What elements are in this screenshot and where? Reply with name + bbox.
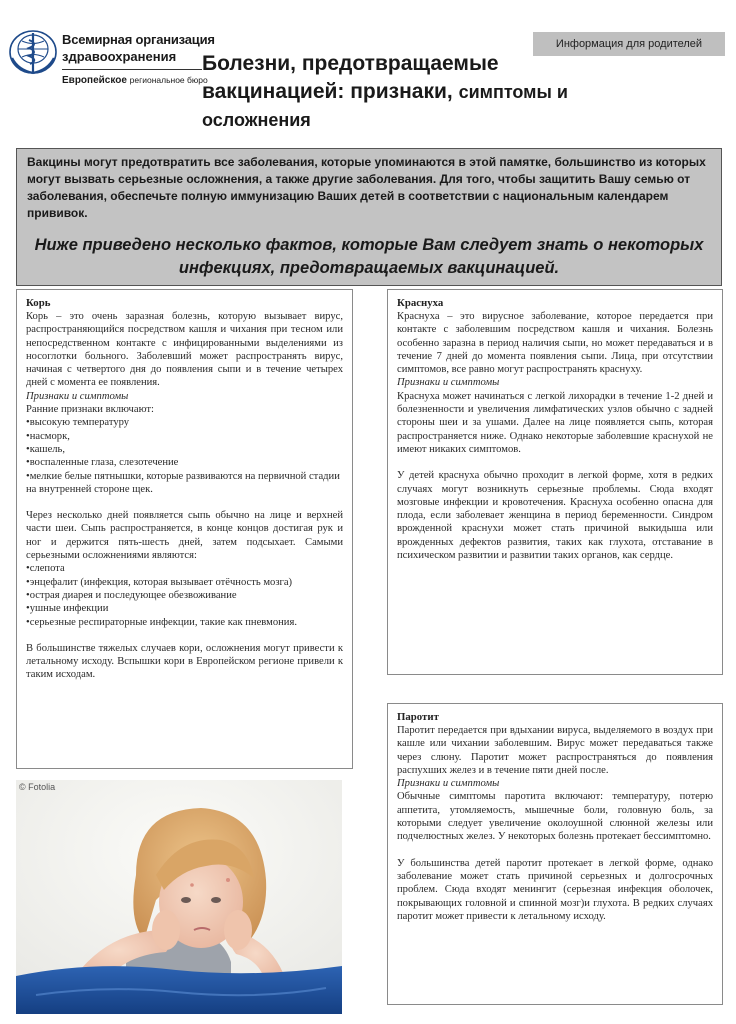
rubella-section (387, 289, 723, 675)
photo-credit: © Fotolia (19, 782, 56, 792)
list-item: • кашель, (26, 443, 343, 456)
measles-title: Корь (26, 297, 51, 309)
list-item: • воспаленные глаза, слезотечение (26, 456, 343, 469)
mumps-section (387, 703, 723, 1005)
org-name-line1: Всемирная организация (62, 32, 215, 47)
list-item: • мелкие белые пятнышки, которые развиваются на первичной стадии на внутренней стороне щек. (26, 470, 343, 497)
measles-outcome: В большинстве тяжелых случаев кори, осложнения могут привести к летальному исходу. Вспышки кори в Европейском регионе привели к таким исходам. (26, 642, 343, 681)
logo-divider (62, 69, 202, 70)
org-office: региональное бюро (129, 75, 208, 85)
sick-child-photo (16, 780, 342, 1014)
measles-signs-heading: Признаки и симптомы (26, 390, 129, 402)
rubella-body: Краснуха – это вирусное заболевание, которое передается при контакте с заболевшим посредством кашля и чихания. Болезнь особенно заразна в период наличия сыпи, но может передаваться и в течение 7 дней до момента появления сыпи. Лица, при отсутствии симптомов, все равно могут распространять краснуху. (397, 311, 713, 376)
intro-text: Вакцины могут предотвратить все заболевания, которые упоминаются в этой памятке, большинство из которых могут вызвать серьезные осложнения, а также другие заболевания. Для того, чтобы защитить Вашу семью от заболевания, обеспечьте полную иммунизацию Ваших детей в соответствии с национальным календарем прививок. (27, 155, 706, 220)
measles-complications (26, 562, 343, 628)
rubella-title: Краснуха (397, 297, 444, 309)
who-emblem-icon (8, 28, 58, 76)
mumps-title: Паротит (397, 711, 439, 723)
child-illustration (16, 780, 342, 1014)
list-item: • насморк, (26, 430, 343, 443)
rubella-signs: Краснуха может начинаться с легкой лихорадки в течение 1-2 дней и болезненности и увеличения лимфатических узлов обычно с задней стороны шеи и за ушами. Далее на лице появляется сыпь, которая распространяется ниже. Однако некоторые заболевшие краснухой не имеют никаких симптомов. (397, 390, 713, 455)
title-main: Болезни, предотвращаемые вакцинацией: признаки, (202, 52, 499, 103)
rubella-children: У детей краснуха обычно проходит в легкой форме, хотя в редких случаях могут возникнуть серьезные проблемы. Сюда входят мозговые инфекции и кровотечения. Краснуха особенно опасна для плода, если заболевает женщина в период беременности. Синдром врожденной краснухи может стать причиной выкидыша или врожденных дефектов развития, таких как глухота, отставание в психическом развитии и развитии таких органов, как сердце. (397, 470, 713, 562)
intro-headline: Ниже приведено несколько фактов, которые Вам следует знать о некоторых инфекциях, предотвращаемых вакцинацией. (34, 236, 704, 277)
intro-box (16, 148, 722, 286)
list-item: • ушные инфекции (26, 602, 343, 615)
list-item: • серьезные респираторные инфекции, такие как пневмония. (26, 616, 343, 629)
org-name-line2: здравоохранения (62, 49, 177, 64)
mumps-children: У большинства детей паротит протекает в легкой форме, однако заболевание может стать причиной серьезных и долгосрочных проблем. Сюда входят менингит (серьезная инфекция оболочек, покрывающих головной и спинной мозг)и глухота. В редких случаях паротит может привести к летальному исходу. (397, 857, 713, 922)
org-region-name: Европейское (62, 75, 127, 86)
measles-early-signs: Ранние признаки включают: (26, 404, 154, 416)
list-item: • высокую температуру (26, 416, 343, 429)
mumps-signs-heading: Признаки и симптомы (397, 778, 500, 790)
list-item: • слепота (26, 562, 343, 575)
title-end: осложнения (202, 110, 311, 130)
audience-tag: Информация для родителей (533, 32, 725, 56)
page-title (202, 50, 622, 134)
measles-rash: Через несколько дней появляется сыпь обычно на лице и верхней части шеи. Сыпь распространяется, в конце концов достигая рук и ног и держится пять-шесть дней, затем подсыхает. Самыми серьезными осложнениями являются: (26, 510, 343, 562)
title-small: симптомы и (458, 82, 568, 102)
mumps-signs: Обычные симптомы паротита включают: температуру, потерю аппетита, утомляемость, мышечные боли, головную боль, за которыми следует увеличение околоушной слюнной железы или подчелюстных желез. У некоторых болезнь протекает бессимптомно. (397, 791, 713, 843)
list-item: • энцефалит (инфекция, которая вызывает отёчность мозга) (26, 576, 343, 589)
measles-section (16, 289, 353, 769)
org-region (62, 75, 208, 86)
rubella-signs-heading: Признаки и симптомы (397, 377, 500, 389)
measles-early-list (26, 416, 343, 496)
list-item: • острая диарея и последующее обезвоживание (26, 589, 343, 602)
mumps-body: Паротит передается при вдыхании вируса, выделяемого в воздух при кашле или чихании заболевшим. Вирус может передаваться также через слюну. Паротит может распространяться до появления распухших желез и в течение пяти дней после. (397, 725, 713, 776)
who-logo (8, 28, 215, 98)
measles-body: Корь – это очень заразная болезнь, которую вызывает вирус, распространяющийся посредством кашля и чихания при тесном или непосредственном контакте с инфицированными выделениями из носоглотки больного. Заболевший может распространять вирус, начиная с четвертого дня до появления сыпи и в течение четырех дней с момента ее появления. (26, 311, 343, 389)
